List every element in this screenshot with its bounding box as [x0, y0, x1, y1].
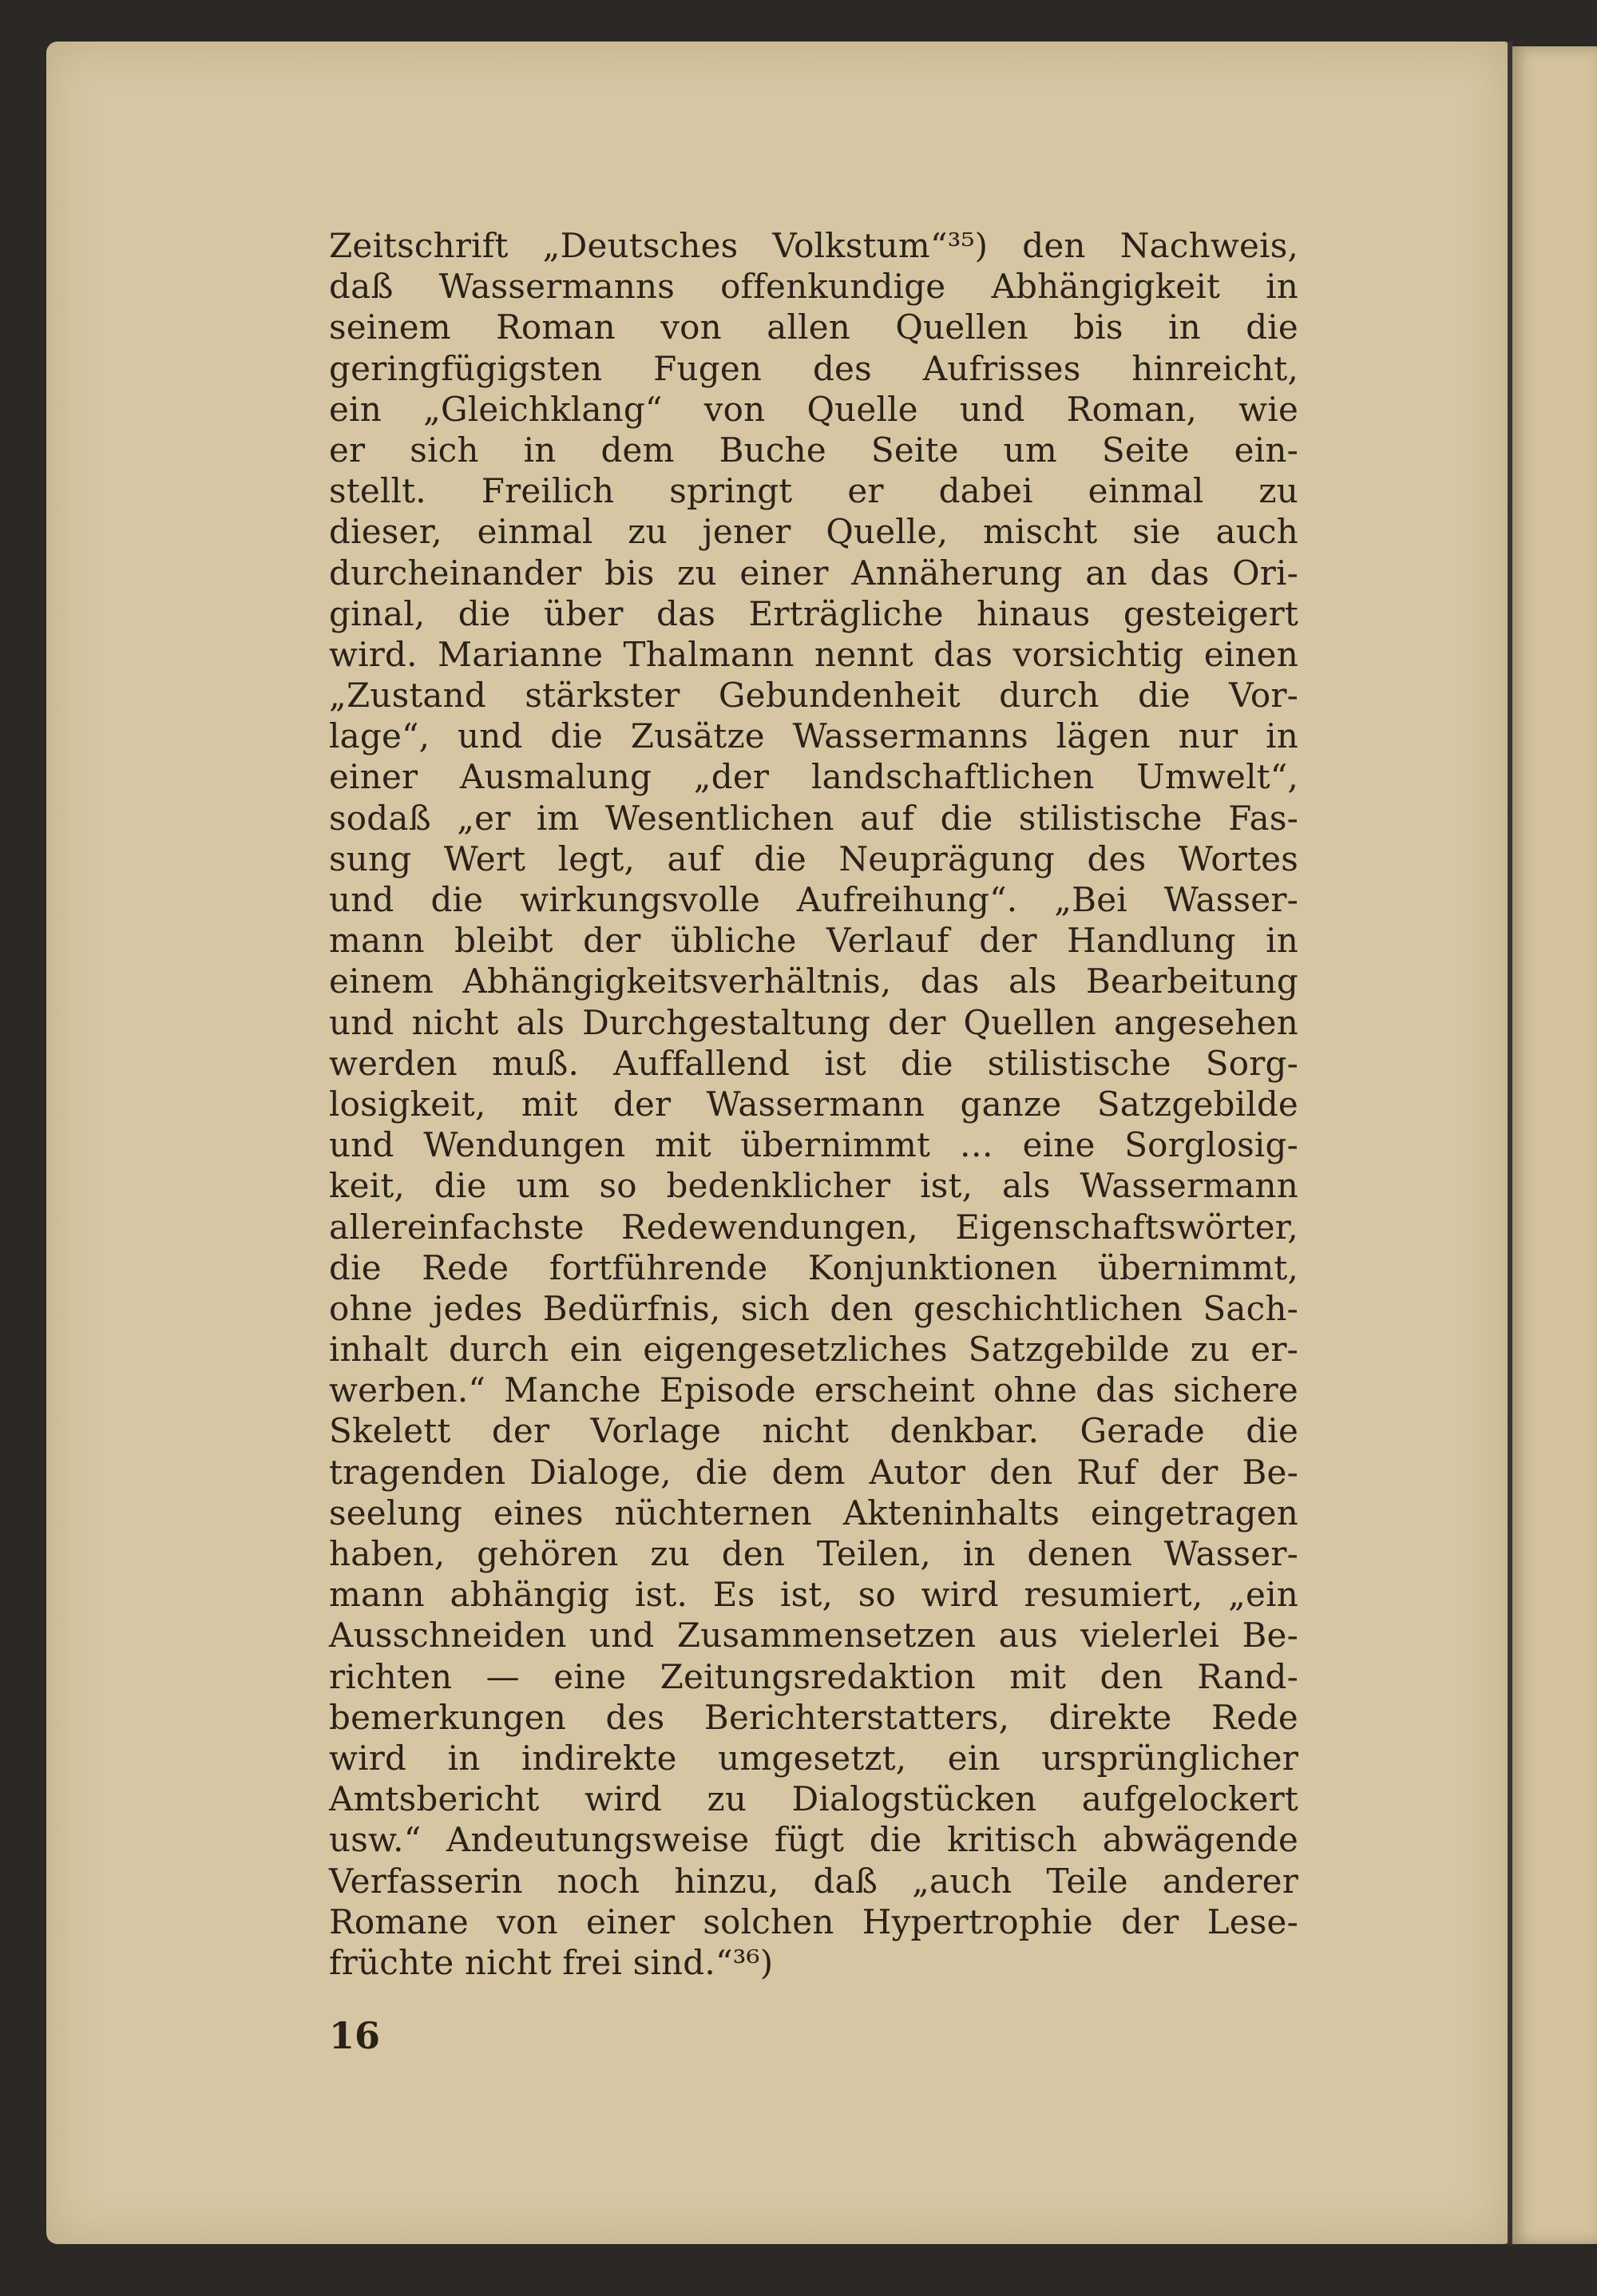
text-line: ein „Gleichklang“ von Quelle und Roman, wie — [329, 389, 1298, 429]
text-line: Verfasserin noch hinzu, daß „auch Teile anderer — [329, 1861, 1298, 1901]
text-line: usw.“ Andeutungsweise fügt die kritisch abwägende — [329, 1820, 1298, 1860]
text-line: ginal, die über das Erträgliche hinaus gesteigert — [329, 593, 1298, 633]
text-line: dieser, einmal zu jener Quelle, mischt sie auch — [329, 512, 1298, 552]
text-line: Ausschneiden und Zusammensetzen aus vielerlei Be- — [329, 1616, 1298, 1656]
text-line: haben, gehören zu den Teilen, in denen Wasser- — [329, 1534, 1298, 1573]
text-line: wird. Marianne Thalmann nennt das vorsichtig einen — [329, 634, 1298, 674]
text-line: und die wirkungsvolle Aufreihung“. „Bei Wasser- — [329, 880, 1298, 919]
text-line: Amtsbericht wird zu Dialogstücken aufgelockert — [329, 1779, 1298, 1819]
text-line: seinem Roman von allen Quellen bis in die — [329, 307, 1298, 347]
text-line: mann abhängig ist. Es ist, so wird resumiert, „ein — [329, 1575, 1298, 1615]
text-line: richten — eine Zeitungsredaktion mit den Rand- — [329, 1656, 1298, 1696]
text-line: er sich in dem Buche Seite um Seite ein- — [329, 430, 1298, 470]
text-line: Skelett der Vorlage nicht denkbar. Gerade die — [329, 1411, 1298, 1451]
text-line: früchte nicht frei sind.“³⁶) — [329, 1942, 774, 1982]
text-line: sung Wert legt, auf die Neuprägung des Wortes — [329, 839, 1298, 878]
text-line: losigkeit, mit der Wassermann ganze Satzgebilde — [329, 1084, 1298, 1124]
text-line: werden muß. Auffallend ist die stilistische Sorg- — [329, 1043, 1298, 1083]
text-line: einer Ausmalung „der landschaftlichen Umwelt“, — [329, 757, 1298, 797]
text-line: wird in indirekte umgesetzt, ein ursprünglicher — [329, 1738, 1298, 1778]
text-line: und Wendungen mit übernimmt … eine Sorglosig- — [329, 1125, 1298, 1165]
facing-page-edge — [1512, 46, 1597, 2244]
page-number: 16 — [329, 2014, 381, 2057]
text-line: bemerkungen des Berichterstatters, direkte Rede — [329, 1697, 1298, 1737]
text-line: „Zustand stärkster Gebundenheit durch die Vor- — [329, 676, 1298, 716]
text-line: die Rede fortführende Konjunktionen übernimmt, — [329, 1247, 1298, 1287]
text-line: lage“, und die Zusätze Wassermanns lägen nur in — [329, 716, 1298, 756]
text-line: seelung eines nüchternen Akteninhalts eingetragen — [329, 1493, 1298, 1533]
text-line: werben.“ Manche Episode erscheint ohne das sichere — [329, 1370, 1298, 1410]
text-line: inhalt durch ein eigengesetzliches Satzgebilde zu er- — [329, 1330, 1298, 1370]
text-line: Zeitschrift „Deutsches Volkstum“³⁵) den Nachweis, — [329, 226, 1298, 265]
text-line: mann bleibt der übliche Verlauf der Handlung in — [329, 921, 1298, 961]
text-line: und nicht als Durchgestaltung der Quellen angesehen — [329, 1002, 1298, 1042]
text-line: Romane von einer solchen Hypertrophie der Lese- — [329, 1901, 1298, 1941]
text-line: geringfügigsten Fugen des Aufrisses hinreicht, — [329, 348, 1298, 388]
text-line: einem Abhängigkeitsverhältnis, das als Bearbeitung — [329, 962, 1298, 1001]
text-line: durcheinander bis zu einer Annäherung an das Ori- — [329, 553, 1298, 593]
text-line: stellt. Freilich springt er dabei einmal zu — [329, 471, 1298, 511]
text-line: ohne jedes Bedürfnis, sich den geschichtlichen Sach- — [329, 1288, 1298, 1328]
text-line: sodaß „er im Wesentlichen auf die stilistische Fas- — [329, 798, 1298, 838]
text-line: daß Wassermanns offenkundige Abhängigkeit in — [329, 267, 1298, 307]
text-line: tragenden Dialoge, die dem Autor den Ruf der Be- — [329, 1452, 1298, 1492]
body-text — [329, 225, 1298, 1983]
text-line: keit, die um so bedenklicher ist, als Wassermann — [329, 1166, 1298, 1206]
text-line: allereinfachste Redewendungen, Eigenschaftswörter, — [329, 1207, 1298, 1247]
